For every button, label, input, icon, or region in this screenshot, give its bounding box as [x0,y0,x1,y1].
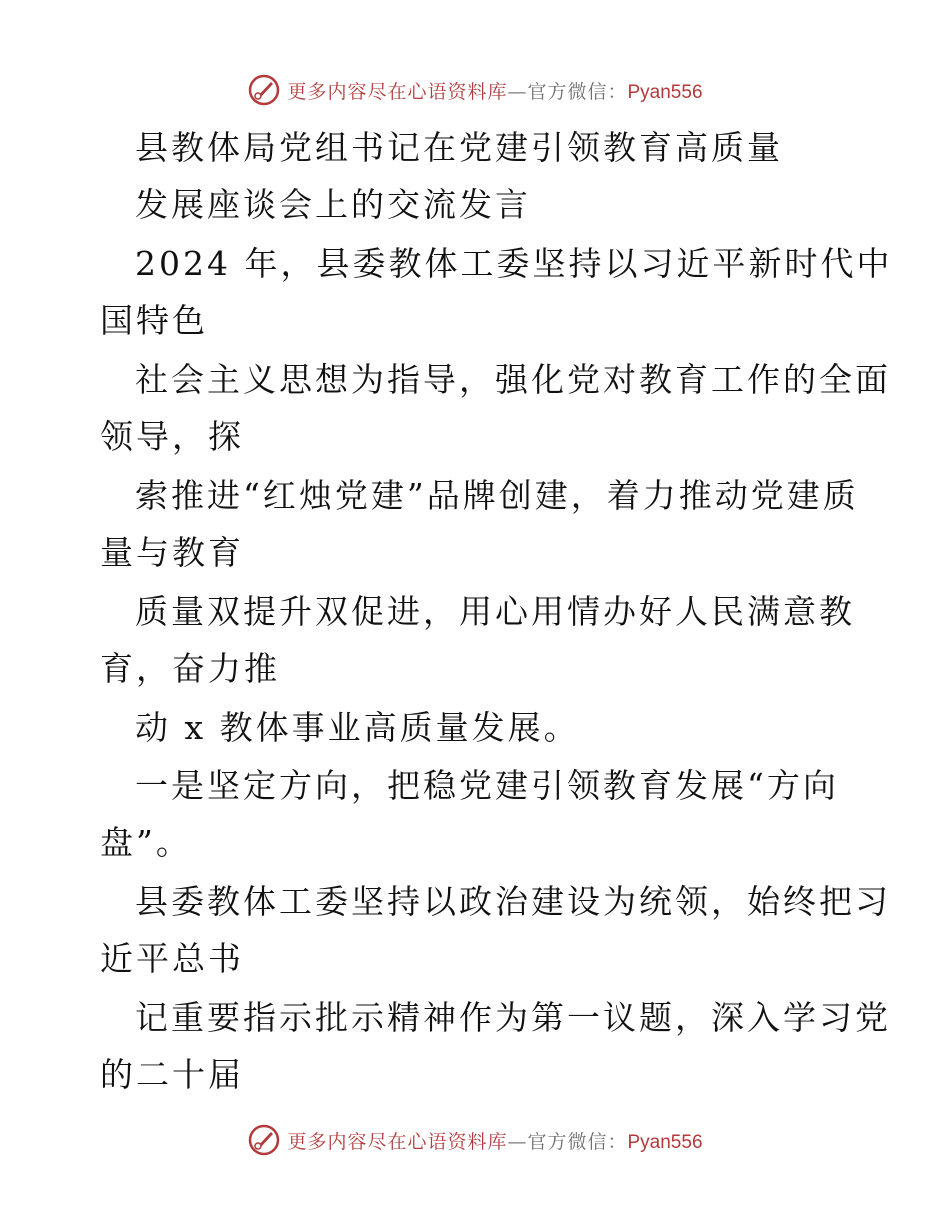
quill-logo-icon [247,1123,281,1157]
title-line-1: 县教体局党组书记在党建引领教育高质量 [135,128,783,167]
body-line: 社会主义思想为指导，强化党对教育工作的全面 [135,360,891,399]
watermark-main-text: 更多内容尽在心语资料库 [287,80,508,103]
body-line: 领导，探 [100,417,244,456]
watermark-footer [0,1122,950,1158]
body-line: 量与教育 [100,533,244,572]
quill-logo-icon [247,73,281,107]
body-line: 近平总书 [100,939,244,978]
watermark-handle: Pyan556 [627,1131,703,1153]
body-line: 育，奋力推 [100,649,280,688]
body-line: 记重要指示批示精神作为第一议题，深入学习党 [135,998,891,1037]
watermark-main-text: 更多内容尽在心语资料库 [287,1130,508,1153]
watermark-header [0,72,950,108]
body-line: 的二十届 [100,1055,244,1094]
watermark-separator: — [507,1130,528,1153]
watermark-separator: — [507,80,528,103]
watermark-label: 官方微信： [527,80,628,103]
body-line: 动 x 教体事业高质量发展。 [135,708,580,747]
section-heading-line: 盘”。 [100,823,192,862]
body-line: 索推进“红烛党建”品牌创建，着力推动党建质 [135,476,859,515]
watermark-label: 官方微信： [527,1130,628,1153]
body-line: 县委教体工委坚持以政治建设为统领，始终把习 [135,882,891,921]
title-line-2: 发展座谈会上的交流发言 [135,185,531,224]
body-line: 质量双提升双促进，用心用情办好人民满意教 [135,592,855,631]
watermark-handle: Pyan556 [627,81,703,103]
body-line: 2024 年，县委教体工委坚持以习近平新时代中 [135,244,893,283]
section-heading-line: 一是坚定方向，把稳党建引领教育发展“方向 [135,766,839,805]
body-line: 国特色 [100,301,208,340]
